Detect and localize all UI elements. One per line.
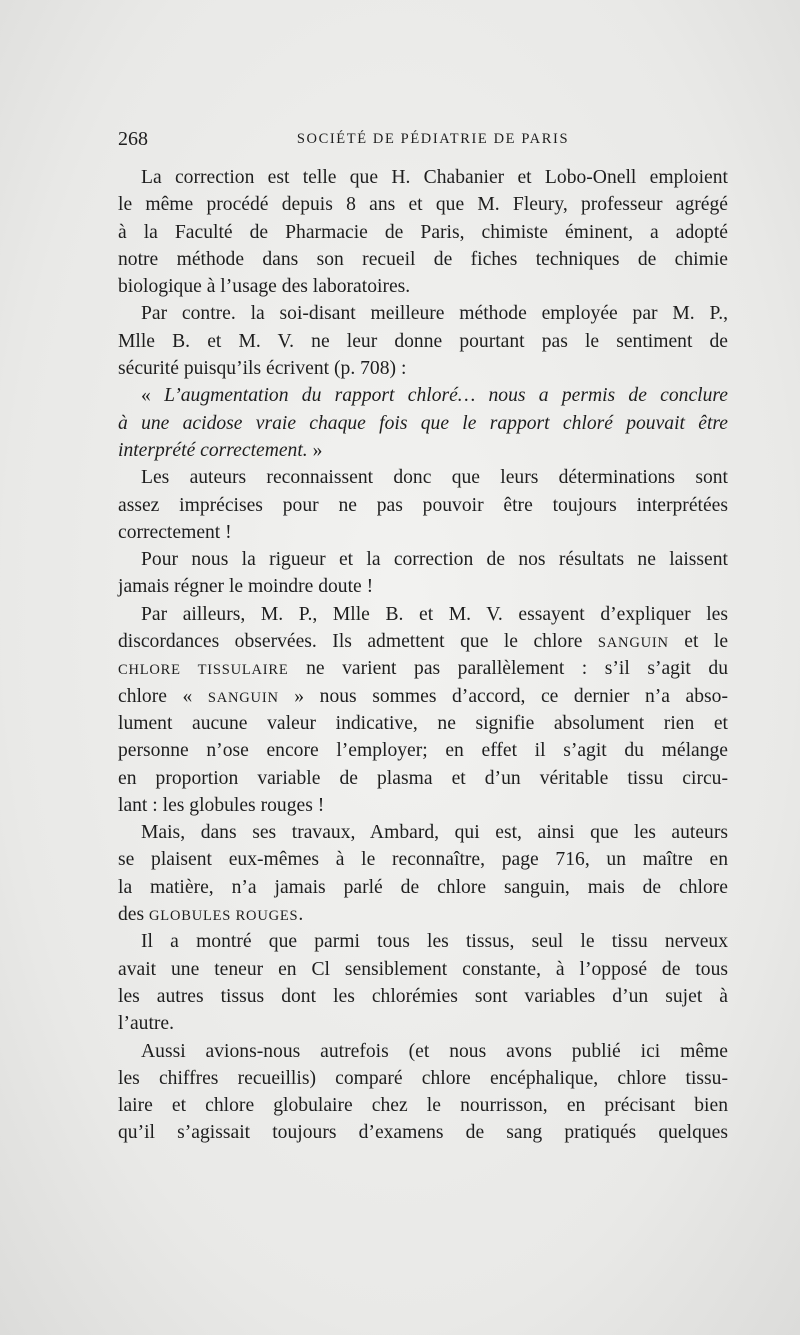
text-line <box>118 819 728 846</box>
text-line <box>118 655 728 682</box>
text-segment: » <box>307 439 323 461</box>
text-segment: Les auteurs reconnaissent donc que leurs déterminations sont <box>141 467 728 489</box>
text-segment: » nous sommes d’accord, ce dernier n’a abso- <box>278 685 728 707</box>
text-line <box>118 628 728 655</box>
text-segment: Aussi avions-nous autrefois (et nous avons publié ici même <box>141 1040 728 1062</box>
text-segment: Il a montré que parmi tous les tissus, seul le tissu nerveux <box>141 931 728 953</box>
text-segment: avait une teneur en Cl sensiblement constante, à l’opposé de tous <box>118 958 728 980</box>
text-line <box>118 546 728 573</box>
text-segment: chlore « <box>118 685 208 707</box>
text-line <box>118 519 728 546</box>
text-line <box>118 1119 728 1146</box>
page-number: 268 <box>118 128 148 150</box>
text-line <box>118 765 728 792</box>
text-segment: des <box>118 904 150 926</box>
text-segment: qu’il s’agissait toujours d’examens de sang pratiqués quelques <box>118 1122 728 1144</box>
text-segment: notre méthode dans son recueil de fiches techniques de chimie <box>118 248 728 270</box>
text-segment: ne varient pas parallèlement : s’il s’agit du <box>288 658 728 680</box>
text-segment: Par contre. la soi-disant meilleure méthode employée par M. P., <box>141 303 728 325</box>
text-segment: en proportion variable de plasma et d’un véritable tissu circu- <box>118 767 728 789</box>
italic-quote-text: L’augmentation du rapport chloré… nous a permis de conclure <box>164 385 728 407</box>
text-line <box>118 191 728 218</box>
text-segment: lant : les globules rouges ! <box>118 794 325 816</box>
text-segment: lument aucune valeur indicative, ne signifie absolument rien et <box>118 712 728 734</box>
text-segment: correctement ! <box>118 521 232 543</box>
text-line <box>118 956 728 983</box>
text-segment: biologique à l’usage des laboratoires. <box>118 276 411 298</box>
text-line <box>118 601 728 628</box>
text-line <box>118 874 728 901</box>
text-segment: se plaisent eux-mêmes à le reconnaître, page 716, un maître en <box>118 849 728 871</box>
text-line <box>118 573 728 600</box>
text-line <box>118 410 728 437</box>
text-line <box>118 246 728 273</box>
text-segment: la matière, n’a jamais parlé de chlore sanguin, mais de chlore <box>118 876 728 898</box>
text-segment: Pour nous la rigueur et la correction de nos résultats ne laissent <box>141 549 728 571</box>
text-segment: le même procédé depuis 8 ans et que M. Fleury, professeur agrégé <box>118 194 728 216</box>
text-segment: . <box>298 904 304 926</box>
text-line <box>118 1065 728 1092</box>
running-title: SOCIÉTÉ DE PÉDIATRIE DE PARIS <box>296 131 570 147</box>
text-line <box>118 1010 728 1037</box>
text-line <box>118 492 728 519</box>
text-segment: personne n’ose encore l’employer; en effet il s’agit du mélange <box>118 740 728 762</box>
italic-quote-text: à une acidose vraie chaque fois que le rapport chloré pouvait être <box>118 412 728 434</box>
text-segment: laire et chlore globulaire chez le nourrisson, en précisant bien <box>118 1095 728 1117</box>
text-segment: sécurité puisqu’ils écrivent (p. 708) : <box>118 358 407 380</box>
text-line <box>118 300 728 327</box>
text-segment: « <box>141 385 165 407</box>
text-line <box>118 382 728 409</box>
text-segment: jamais régner le moindre doute ! <box>118 576 374 598</box>
text-line <box>118 1092 728 1119</box>
text-line <box>118 328 728 355</box>
text-segment: les autres tissus dont les chlorémies sont variables d’un sujet à <box>118 985 728 1007</box>
page-header <box>118 128 728 152</box>
text-line <box>118 1038 728 1065</box>
text-segment: l’autre. <box>118 1013 175 1035</box>
small-caps-text: SANGUIN <box>207 689 279 706</box>
text-line <box>118 983 728 1010</box>
italic-quote-text: interprété correctement. <box>118 439 308 461</box>
text-line <box>118 464 728 491</box>
text-segment: les chiffres recueillis) comparé chlore encéphalique, chlore tissu- <box>118 1067 728 1089</box>
text-line <box>118 683 728 710</box>
text-line <box>118 164 728 191</box>
body-text <box>118 164 728 1147</box>
text-line <box>118 355 728 382</box>
small-caps-text: SANGUIN <box>597 635 669 652</box>
text-segment: Mais, dans ses travaux, Ambard, qui est, ainsi que les auteurs <box>141 822 728 844</box>
small-caps-text: GLOBULES ROUGES <box>149 908 299 925</box>
text-line <box>118 846 728 873</box>
text-line <box>118 219 728 246</box>
text-segment: assez imprécises pour ne pas pouvoir être toujours interprétées <box>118 494 728 516</box>
text-line <box>118 710 728 737</box>
text-segment: discordances observées. Ils admettent que le chlore <box>118 631 598 653</box>
text-line <box>118 437 728 464</box>
text-line <box>118 737 728 764</box>
text-line <box>118 792 728 819</box>
text-segment: à la Faculté de Pharmacie de Paris, chimiste éminent, a adopté <box>118 221 728 243</box>
text-segment: Par ailleurs, M. P., Mlle B. et M. V. essayent d’expliquer les <box>141 603 728 625</box>
text-line <box>118 273 728 300</box>
text-line <box>118 901 728 928</box>
text-line <box>118 928 728 955</box>
small-caps-text: CHLORE TISSULAIRE <box>118 662 289 679</box>
text-segment: Mlle B. et M. V. ne leur donne pourtant pas le sentiment de <box>118 330 728 352</box>
text-segment: et le <box>668 631 729 653</box>
text-segment: La correction est telle que H. Chabanier et Lobo-Onell emploient <box>141 167 728 188</box>
